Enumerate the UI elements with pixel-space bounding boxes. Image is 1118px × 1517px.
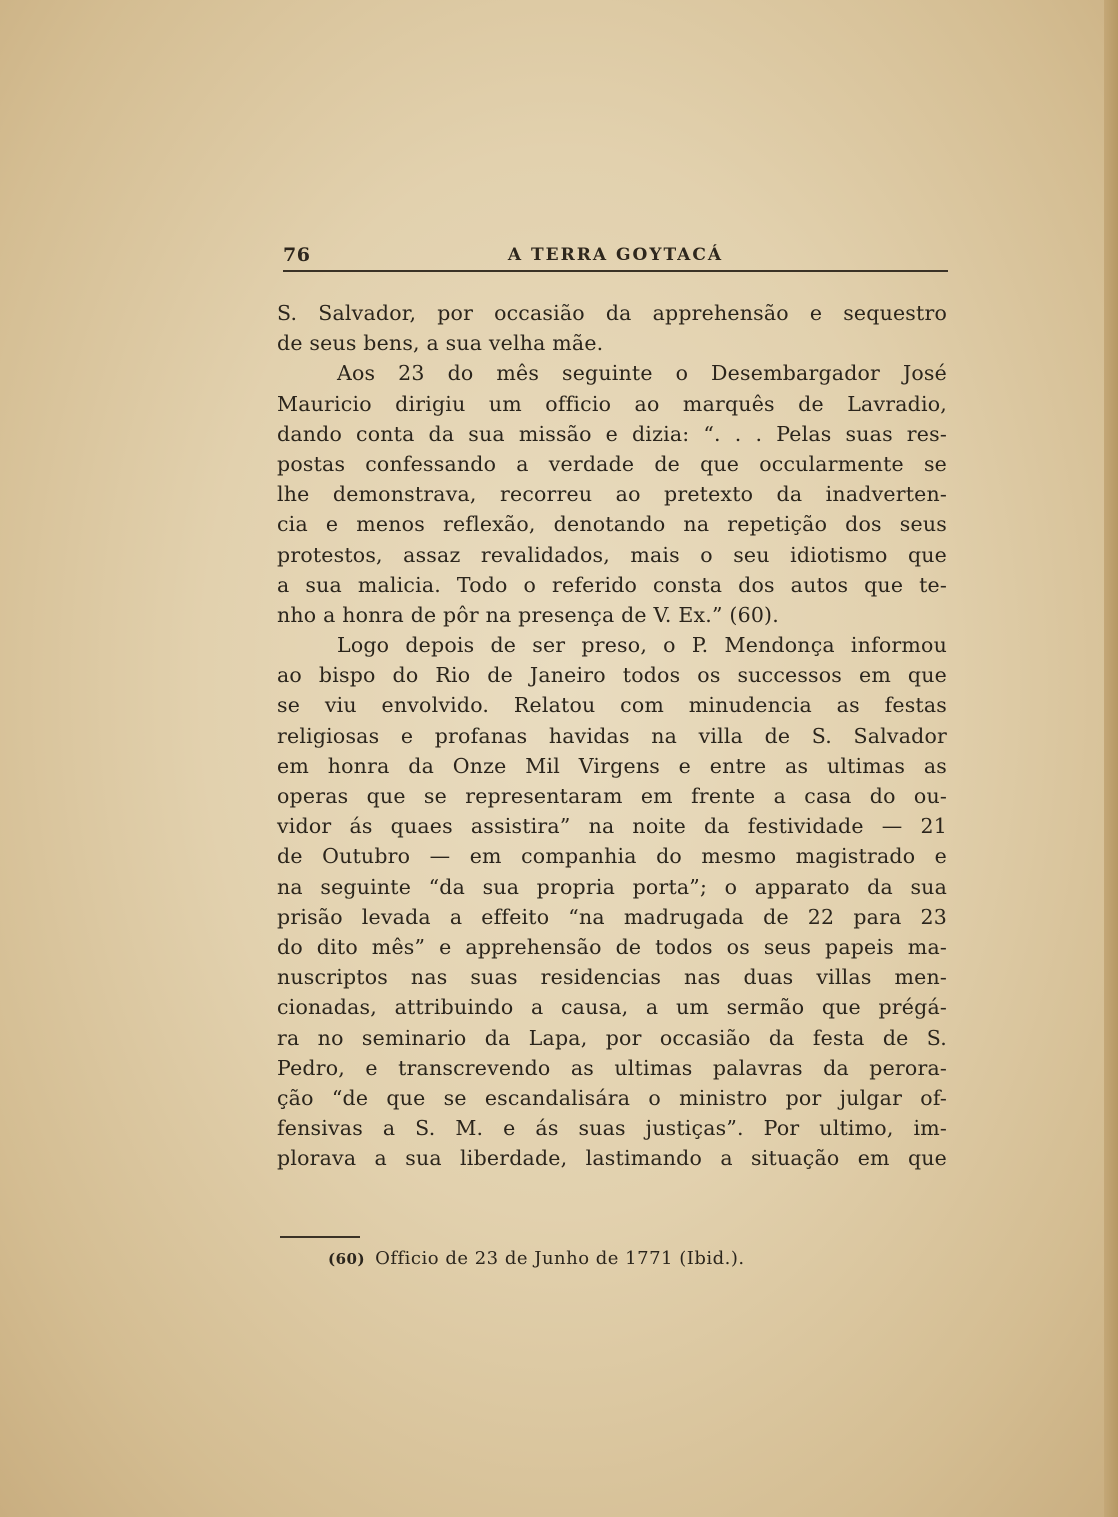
text-line: protestos, assaz revalidados, mais o seu idiotismo que [277, 542, 947, 567]
text-line: Aos 23 do mês seguinte o Desembargador José [337, 361, 947, 386]
text-line: de Outubro — em companhia do mesmo magistrado e [277, 844, 947, 869]
footnote-text: Officio de 23 de Junho de 1771 (Ibid.). [375, 1248, 745, 1269]
text-line: postas confessando a verdade de que occularmente se [277, 451, 947, 476]
text-line: dando conta da sua missão e dizia: “. . . Pelas suas res- [277, 421, 947, 446]
text-line: Logo depois de ser preso, o P. Mendonça informou [337, 633, 947, 658]
text-line: do dito mês” e apprehensão de todos os seus papeis ma- [277, 934, 947, 959]
text-line: fensivas a S. M. e ás suas justiças”. Por ultimo, im- [277, 1116, 947, 1141]
text-line: a sua malicia. Todo o referido consta dos autos que te- [277, 572, 947, 597]
body-text [277, 298, 947, 1173]
footnote-rule [280, 1236, 360, 1238]
text-line: plorava a sua liberdade, lastimando a situação em que [277, 1146, 947, 1171]
text-line: de seus bens, a sua velha mãe. [277, 331, 604, 356]
page-number: 76 [283, 244, 311, 266]
text-line: lhe demonstrava, recorreu ao pretexto da inadverten- [277, 482, 947, 507]
running-header [283, 244, 948, 272]
footnote-mark: (60) [328, 1250, 366, 1268]
running-title: A TERRA GOYTACÁ [507, 245, 724, 265]
page-edge [1104, 0, 1118, 1517]
text-line: cionadas, attribuindo a causa, a um sermão que prégá- [277, 995, 947, 1020]
text-line: operas que se representaram em frente a casa do ou- [277, 784, 947, 808]
text-line: nho a honra de pôr na presença de V. Ex.” (60). [277, 602, 779, 627]
text-line: prisão levada a effeito “na madrugada de 22 para 23 [277, 904, 947, 929]
text-line: S. Salvador, por occasião da apprehensão e sequestro [277, 301, 947, 325]
text-line: na seguinte “da sua propria porta”; o apparato da sua [277, 874, 947, 899]
text-line: nuscriptos nas suas residencias nas duas villas men- [277, 965, 947, 990]
text-line: vidor ás quaes assistira” na noite da festividade — 21 [277, 814, 947, 839]
text-line: ção “de que se escandalisára o ministro por julgar of- [277, 1085, 947, 1110]
text-line: Mauricio dirigiu um officio ao marquês de Lavradio, [277, 391, 947, 416]
text-line: ra no seminario da Lapa, por occasião da festa de S. [277, 1025, 947, 1050]
text-line: cia e menos reflexão, denotando na repetição dos seus [277, 512, 947, 537]
text-line: Pedro, e transcrevendo as ultimas palavras da perora- [277, 1055, 947, 1080]
text-line: em honra da Onze Mil Virgens e entre as ultimas as [277, 753, 947, 778]
text-line: religiosas e profanas havidas na villa de S. Salvador [277, 723, 947, 748]
text-line: ao bispo do Rio de Janeiro todos os successos em que [277, 663, 947, 688]
footnote [328, 1248, 745, 1269]
text-line: se viu envolvido. Relatou com minudencia as festas [277, 693, 947, 718]
